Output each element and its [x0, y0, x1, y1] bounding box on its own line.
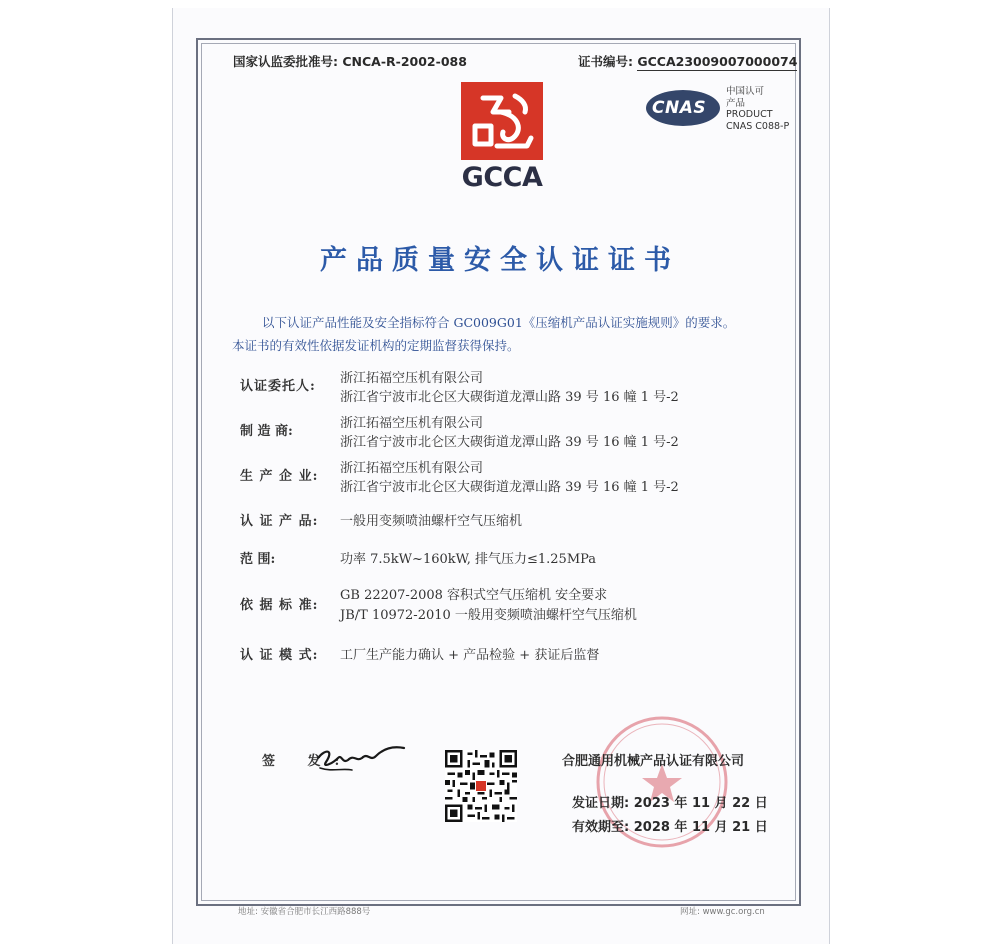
manufacturer-name: 浙江拓福空压机有限公司: [340, 416, 484, 431]
client-label: 认证委托人:: [240, 379, 316, 394]
scope-value: 功率 7.5kW~160kW, 排气压力≤1.25MPa: [340, 552, 597, 567]
mode-value: 工厂生产能力确认 + 产品检验 + 获证后监督: [340, 648, 600, 663]
expiry-date: 有效期至: 2028 年 11 月 21 日: [572, 820, 768, 835]
product-value: 一般用变频喷油螺杆空气压缩机: [340, 514, 523, 529]
issue-date: 发证日期: 2023 年 11 月 22 日: [572, 796, 768, 811]
intro-paragraph: 以下认证产品性能及安全指标符合 GC009G01《压缩机产品认证实施规则》的要求。 本证书的有效性依据发证机构的定期监督获得保持。: [232, 315, 736, 353]
handwritten-signature: [312, 738, 412, 778]
issuer-name: 合肥通用机械产品认证有限公司: [562, 754, 745, 769]
scope-label: 范 围:: [240, 552, 276, 567]
certificate-title: 产品质量安全认证证书: [320, 245, 680, 276]
cnas-mark: [646, 78, 796, 140]
producer-label: 生 产 企 业:: [240, 469, 319, 484]
standard-line-2: JB/T 10972-2010 一般用变频喷油螺杆空气压缩机: [340, 608, 637, 623]
approval-number: 国家认监委批准号: CNCA-R-2002-088: [233, 54, 467, 69]
gcca-emblem-icon: [461, 82, 543, 160]
product-label: 认 证 产 品:: [240, 514, 319, 529]
standard-line-1: GB 22207-2008 容积式空气压缩机 安全要求: [340, 588, 608, 603]
manufacturer-label: 制 造 商:: [240, 424, 293, 439]
producer-name: 浙江拓福空压机有限公司: [340, 461, 484, 476]
producer-address: 浙江省宁波市北仑区大碶街道龙潭山路 39 号 16 幢 1 号-2: [340, 480, 679, 495]
client-name: 浙江拓福空压机有限公司: [340, 371, 484, 386]
client-address: 浙江省宁波市北仑区大碶街道龙潭山路 39 号 16 幢 1 号-2: [340, 390, 679, 405]
footer-website: 网址: www.gc.org.cn: [680, 907, 765, 917]
certificate-number: 证书编号: GCCA23009007000074: [578, 54, 798, 69]
signature-label: 签 发:: [262, 754, 354, 769]
cnas-caption: 中国认可 产品 PRODUCT CNAS C088-P: [726, 86, 790, 132]
gcca-logo: [458, 82, 546, 198]
manufacturer-address: 浙江省宁波市北仑区大碶街道龙潭山路 39 号 16 幢 1 号-2: [340, 435, 679, 450]
gcca-logo-text: GCCA: [461, 162, 543, 193]
mode-label: 认 证 模 式:: [240, 648, 319, 663]
cnas-badge-icon: CNAS: [646, 90, 720, 126]
standard-label: 依 据 标 准:: [240, 598, 319, 613]
qr-code[interactable]: [445, 750, 517, 822]
footer-address: 地址: 安徽省合肥市长江西路888号: [238, 907, 371, 917]
